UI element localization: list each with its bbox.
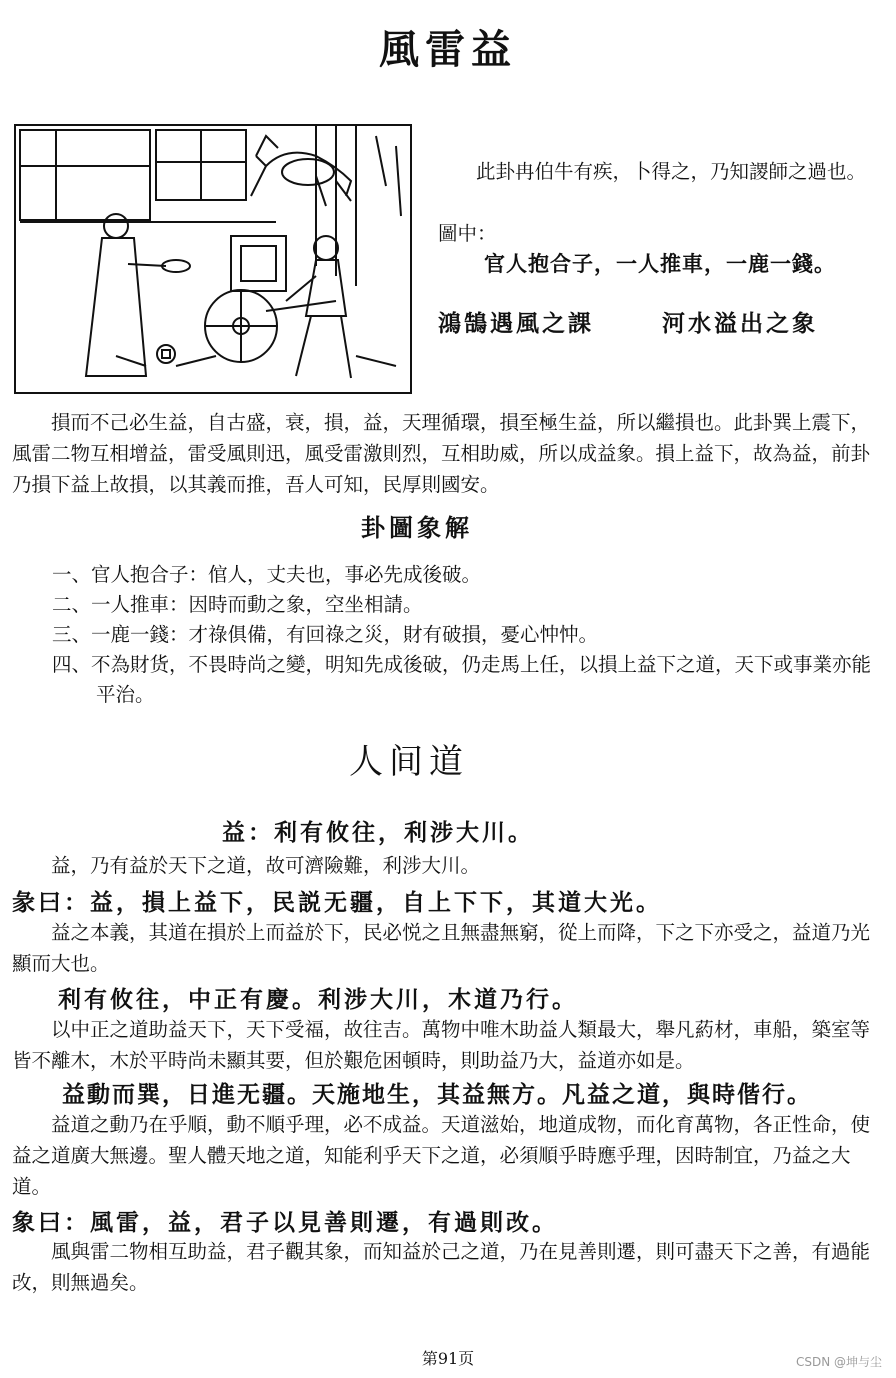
list-item: 二、一人推車：因時而動之象，空坐相請。: [52, 593, 423, 616]
page-title: 風雷益: [379, 26, 517, 73]
figure-label: 圖中：: [438, 222, 497, 245]
figure-content: 官人抱合子，一人推車，一鹿一錢。: [484, 252, 836, 276]
classic-line-2: 彖曰：益，損上益下，民説无疆，自上下下，其道大光。: [12, 889, 662, 916]
omen-phrase-1: 鴻鵠遇風之課: [438, 310, 594, 337]
commentary-1: 益，乃有益於天下之道，故可濟險難，利涉大川。: [51, 854, 481, 877]
commentary-3: 以中正之道助益天下，天下受福，故往吉。萬物中唯木助益人類最大，舉凡葯材，車船，築室等皆不離木，木於平時尚未顯其要，但於艱危困頓時，則助益乃大，益道亦如是。: [12, 1018, 871, 1072]
commentary-2: 益之本義，其道在損於上而益於下，民必悦之且無盡無窮，從上而降，下之下亦受之，益道乃光顯而大也。: [12, 921, 871, 975]
page-number: 第91页: [421, 1349, 475, 1368]
list-item: 四、不為財货，不畏時尚之變，明知先成後破，仍走馬上任，以損上益下之道，天下或事業亦能平治。: [52, 653, 872, 706]
section-title-human-way: 人间道: [349, 742, 469, 782]
classic-line-1: 益：利有攸往，利涉大川。: [222, 819, 534, 846]
woodcut-illustration: [14, 124, 412, 394]
classic-line-3: 利有攸往，中正有慶。利涉大川，木道乃行。: [58, 986, 578, 1013]
illustration-drawing: [16, 126, 410, 392]
omen-phrase-2: 河水溢出之象: [662, 310, 818, 337]
list-item: 三、一鹿一錢：才祿俱備，有回祿之災，財有破損，憂心忡忡。: [52, 623, 599, 646]
commentary-4: 益道之動乃在乎順，動不順乎理，必不成益。天道滋始，地道成物，而化育萬物，各正性命，使益之道廣大無邊。聖人體天地之道，知能利乎天下之道，必須順乎時應乎理，因時制宜，乃益之大道。: [12, 1113, 871, 1198]
list-item: 一、官人抱合子：倌人，丈夫也，事必先成後破。: [52, 563, 482, 586]
section-title-hexagram-interpretation: 卦圖象解: [361, 513, 473, 542]
watermark: CSDN @坤与尘: [795, 1355, 882, 1369]
classic-line-4: 益動而巽，日進无疆。天施地生，其益無方。凡益之道，與時偕行。: [62, 1081, 812, 1108]
commentary-5: 風與雷二物相互助益，君子觀其象，而知益於己之道，乃在見善則遷，則可盡天下之善，有過能改，則無過矣。: [12, 1240, 871, 1294]
classic-line-5: 象曰：風雷，益，君子以見善則遷，有過則改。: [12, 1209, 558, 1236]
intro-sentence: 此卦冉伯牛有疾，卜得之，乃知謖師之過也。: [476, 160, 867, 183]
intro-paragraph: 損而不己必生益，自古盛，衰，損，益，天理循環，損至極生益，所以繼損也。此卦巽上震下，風雷二物互相增益，雷受風則迅，風受雷激則烈，互相助威，所以成益象。損上益下，故為益，前卦乃損下益上故損，以其義而推，吾人可知，民厚則國安。: [12, 411, 871, 496]
interpretation-list: [52, 560, 882, 710]
